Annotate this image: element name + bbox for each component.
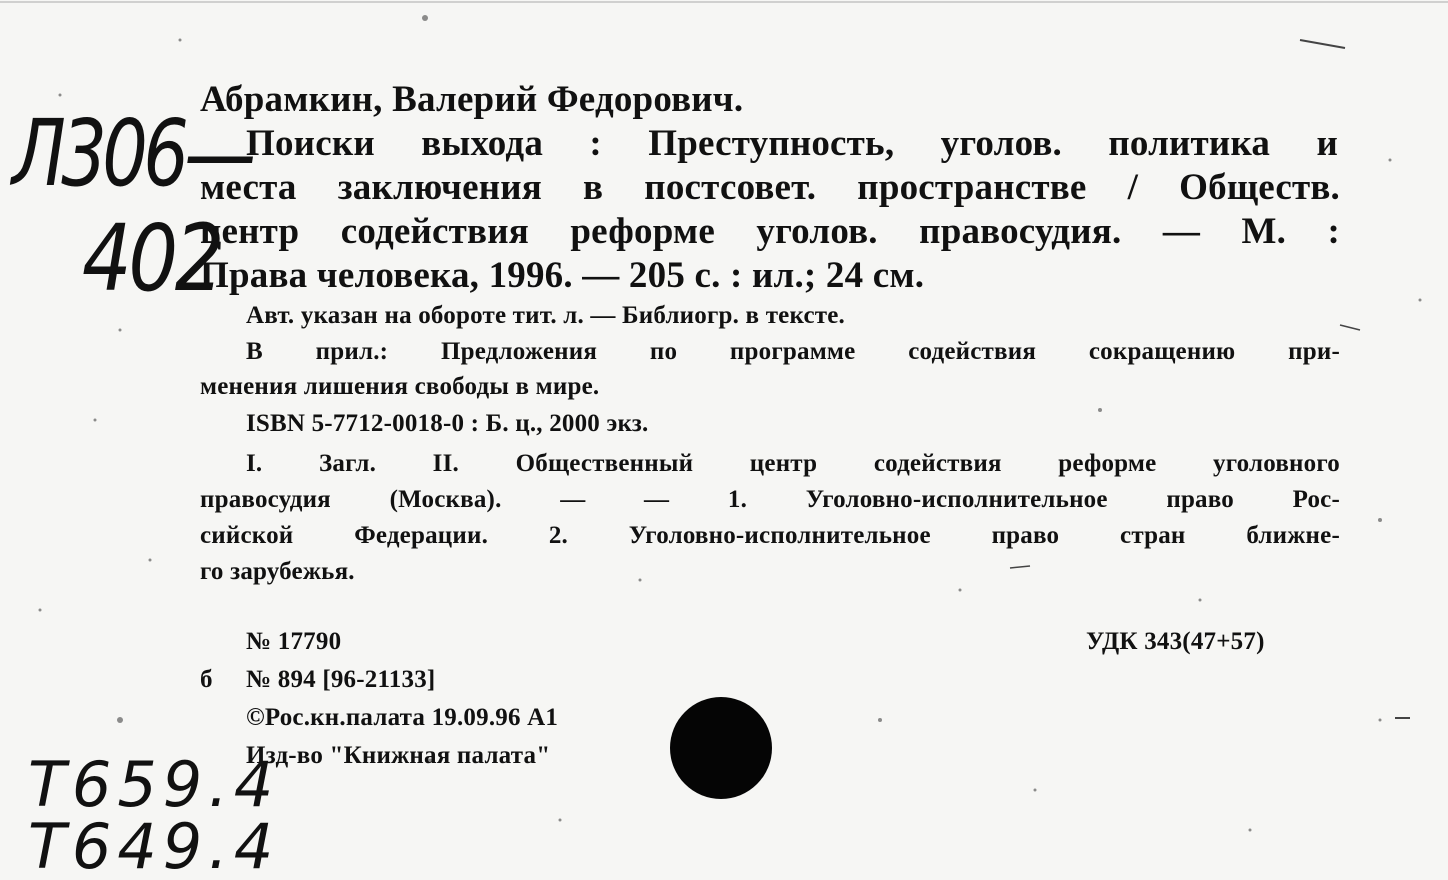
title-line-1: Поиски выхода : Преступность, уголов. политика и [246, 123, 1338, 164]
handwritten-call-number-bottom: 402 [82, 205, 222, 312]
card-prefix: б [200, 666, 213, 693]
udc-code: УДК 343(47+57) [1086, 628, 1265, 655]
card-number: № 894 [96-21133] [246, 666, 436, 693]
note-appendix-1: В прил.: Предложения по программе содействия сокращению при- [246, 338, 1340, 365]
title-line-3: центр содействия реформе уголов. правосудия. — М. : [200, 211, 1340, 252]
handwritten-call-number-top: Л306— [12, 100, 252, 207]
note-author-source: Авт. указан на обороте тит. л. — Библиогр. в тексте. [246, 302, 845, 329]
record-number: № 17790 [246, 628, 342, 655]
copyright-line: ©Рос.кн.палата 19.09.96 А1 [246, 704, 559, 731]
tracing-line-3: сийской Федерации. 2. Уголовно-исполнительное право стран ближне- [200, 522, 1340, 549]
author-heading: Абрамкин, Валерий Федорович. [200, 79, 744, 120]
handwritten-shelf-mark-1: Т659.4 [28, 748, 280, 821]
punch-hole [670, 697, 772, 799]
isbn-line: ISBN 5-7712-0018-0 : Б. ц., 2000 экз. [246, 410, 649, 437]
title-line-4: Права человека, 1996. — 205 с. : ил.; 24 см. [200, 255, 925, 296]
note-appendix-2: менения лишения свободы в мире. [200, 373, 600, 400]
handwritten-shelf-mark-2: Т649.4 [28, 810, 280, 880]
tracing-line-4: го зарубежья. [200, 558, 355, 585]
publisher-line: Изд-во "Книжная палата" [246, 742, 551, 769]
tracing-line-1: I. Загл. II. Общественный центр содействия реформе уголовного [246, 450, 1340, 477]
tracing-line-2: правосудия (Москва). — — 1. Уголовно-исполнительное право Рос- [200, 486, 1340, 513]
title-line-2: места заключения в постсовет. пространстве / Обществ. [200, 167, 1340, 208]
